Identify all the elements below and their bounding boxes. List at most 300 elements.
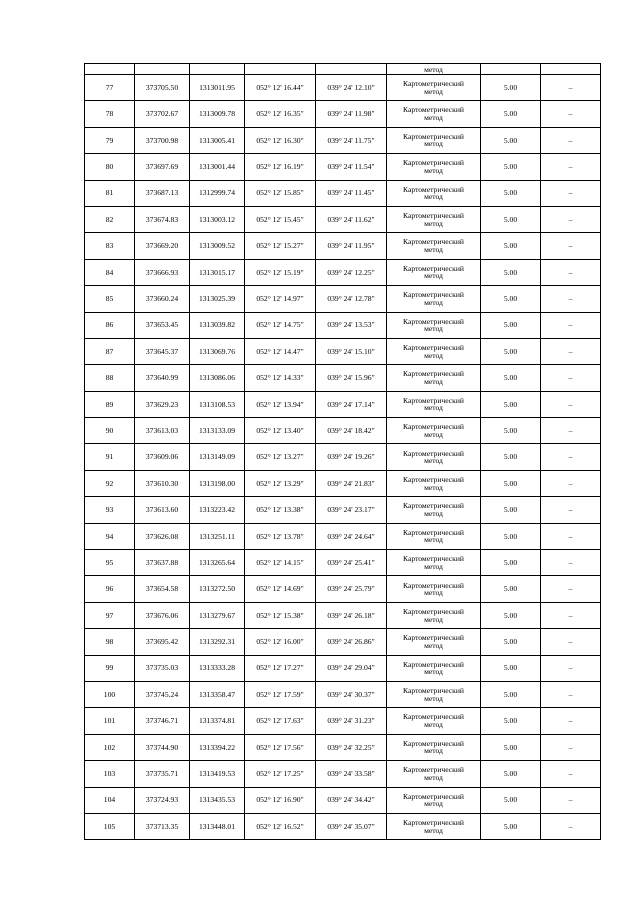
x-coordinate-cell: 373653.45 [135, 312, 190, 338]
method-cell [387, 233, 481, 259]
x-coordinate-cell: 373626.08 [135, 523, 190, 549]
accuracy-cell: 5.00 [481, 286, 541, 312]
table-row [85, 602, 601, 628]
method-cell [387, 602, 481, 628]
x-coordinate-cell: 373724.93 [135, 787, 190, 813]
table-row [85, 576, 601, 602]
method-line-2: метод [424, 825, 443, 835]
note-cell: – [541, 813, 601, 839]
longitude-cell: 039° 24' 13.53" [316, 312, 387, 338]
longitude-cell: 039° 24' 26.18" [316, 602, 387, 628]
method-line-2: метод [424, 429, 443, 439]
table-row [85, 655, 601, 681]
note-cell: – [541, 444, 601, 470]
method-cell [387, 787, 481, 813]
method-line-1: Картометрический [403, 316, 464, 326]
method-line-2: метод [424, 693, 443, 703]
latitude-cell: 052° 12' 16.52" [245, 813, 316, 839]
y-coordinate-cell: 1313011.95 [190, 75, 245, 101]
method-line-2: метод [424, 403, 443, 413]
x-coordinate-cell: 373697.69 [135, 154, 190, 180]
note-cell: – [541, 391, 601, 417]
longitude-cell: 039° 24' 32.25" [316, 734, 387, 760]
x-coordinate-cell: 373702.67 [135, 101, 190, 127]
method-line-1: Картометрический [403, 527, 464, 537]
y-coordinate-cell: 1313251.11 [190, 523, 245, 549]
method-cell [387, 681, 481, 707]
point-number-cell: 100 [85, 681, 135, 707]
method-line-2: метод [424, 588, 443, 598]
point-number-cell: 83 [85, 233, 135, 259]
latitude-cell: 052° 12' 17.59" [245, 681, 316, 707]
latitude-cell: 052° 12' 16.35" [245, 101, 316, 127]
accuracy-cell: 5.00 [481, 576, 541, 602]
point-number-cell: 86 [85, 312, 135, 338]
latitude-cell: 052° 12' 17.56" [245, 734, 316, 760]
method-cell [387, 576, 481, 602]
longitude-cell: 039° 24' 12.10" [316, 75, 387, 101]
method-cell [387, 365, 481, 391]
point-number-cell: 92 [85, 470, 135, 496]
latitude-cell: 052° 12' 17.25" [245, 761, 316, 787]
y-coordinate-cell: 1313039.82 [190, 312, 245, 338]
method-line-2: метод [424, 772, 443, 782]
table-row [85, 734, 601, 760]
table-row [85, 761, 601, 787]
y-coordinate-cell: 1313005.41 [190, 127, 245, 153]
latitude-cell: 052° 12' 15.45" [245, 206, 316, 232]
y-coordinate-cell: 1313292.31 [190, 629, 245, 655]
longitude-cell: 039° 24' 18.42" [316, 418, 387, 444]
note-cell: – [541, 655, 601, 681]
method-cell [387, 444, 481, 470]
longitude-cell: 039° 24' 11.75" [316, 127, 387, 153]
latitude-cell: 052° 12' 13.78" [245, 523, 316, 549]
note-cell: – [541, 576, 601, 602]
note-cell: – [541, 602, 601, 628]
accuracy-cell: 5.00 [481, 154, 541, 180]
accuracy-cell: 5.00 [481, 206, 541, 232]
method-line-2: метод [424, 799, 443, 809]
method-line-1: Картометрический [403, 343, 464, 352]
table-row [85, 787, 601, 813]
method-cell [387, 418, 481, 444]
method-line-1: Картометрический [403, 818, 464, 828]
latitude-cell: 052° 12' 15.38" [245, 602, 316, 628]
method-line-2: метод [424, 139, 443, 149]
table-row [85, 708, 601, 734]
x-coordinate-cell: 373746.71 [135, 708, 190, 734]
x-coordinate-cell: 373666.93 [135, 259, 190, 285]
longitude-cell: 039° 24' 34.42" [316, 787, 387, 813]
method-line-2: метод [424, 218, 443, 228]
x-coordinate-cell: 373610.30 [135, 470, 190, 496]
method-cell [387, 312, 481, 338]
latitude-cell: 052° 12' 14.97" [245, 286, 316, 312]
method-cell [387, 708, 481, 734]
x-coordinate-cell: 373674.83 [135, 206, 190, 232]
method-cell [387, 550, 481, 576]
y-coordinate-cell: 1313394.22 [190, 734, 245, 760]
note-cell: – [541, 418, 601, 444]
longitude-cell: 039° 24' 25.41" [316, 550, 387, 576]
longitude-cell: 039° 24' 21.83" [316, 470, 387, 496]
method-line-1: Картометрический [403, 395, 464, 405]
longitude-cell: 039° 24' 29.04" [316, 655, 387, 681]
accuracy-cell: 5.00 [481, 75, 541, 101]
accuracy-cell: 5.00 [481, 629, 541, 655]
accuracy-cell: 5.00 [481, 497, 541, 523]
method-line-2: метод [424, 720, 443, 730]
method-line-2: метод [424, 456, 443, 466]
method-line-1: Картометрический [403, 580, 464, 590]
y-coordinate-cell: 1313419.53 [190, 761, 245, 787]
method-line-2: метод [424, 535, 443, 545]
accuracy-cell: 5.00 [481, 550, 541, 576]
note-cell: – [541, 127, 601, 153]
longitude-cell: 039° 24' 31.23" [316, 708, 387, 734]
latitude-cell: 052° 12' 13.27" [245, 444, 316, 470]
accuracy-cell: 5.00 [481, 444, 541, 470]
table-row [85, 75, 601, 101]
method-line-1: Картометрический [403, 79, 464, 89]
x-coordinate-cell: 373695.42 [135, 629, 190, 655]
accuracy-cell: 5.00 [481, 761, 541, 787]
cont-cell [135, 64, 190, 75]
method-line-2: метод [424, 640, 443, 650]
note-cell: – [541, 708, 601, 734]
point-number-cell: 97 [85, 602, 135, 628]
method-cell [387, 470, 481, 496]
table-row [85, 813, 601, 839]
accuracy-cell: 5.00 [481, 418, 541, 444]
longitude-cell: 039° 24' 23.17" [316, 497, 387, 523]
latitude-cell: 052° 12' 14.15" [245, 550, 316, 576]
latitude-cell: 052° 12' 13.29" [245, 470, 316, 496]
x-coordinate-cell: 373700.98 [135, 127, 190, 153]
method-line-2: метод [424, 324, 443, 334]
method-line-1: Картометрический [403, 184, 464, 194]
point-number-cell: 103 [85, 761, 135, 787]
latitude-cell: 052° 12' 17.63" [245, 708, 316, 734]
longitude-cell: 039° 24' 11.98" [316, 101, 387, 127]
table-row [85, 418, 601, 444]
accuracy-cell: 5.00 [481, 259, 541, 285]
method-line-1: Картометрический [403, 448, 464, 458]
x-coordinate-cell: 373745.24 [135, 681, 190, 707]
longitude-cell: 039° 24' 19.26" [316, 444, 387, 470]
longitude-cell: 039° 24' 11.45" [316, 180, 387, 206]
method-line-1: Картометрический [403, 105, 464, 115]
accuracy-cell: 5.00 [481, 127, 541, 153]
point-number-cell: 98 [85, 629, 135, 655]
point-number-cell: 87 [85, 338, 135, 364]
cont-cell [245, 64, 316, 75]
note-cell: – [541, 75, 601, 101]
accuracy-cell: 5.00 [481, 708, 541, 734]
y-coordinate-cell: 1313435.53 [190, 787, 245, 813]
cont-cell [541, 64, 601, 75]
note-cell: – [541, 259, 601, 285]
note-cell: – [541, 154, 601, 180]
accuracy-cell: 5.00 [481, 681, 541, 707]
method-line-1: Картометрический [403, 422, 464, 432]
longitude-cell: 039° 24' 30.37" [316, 681, 387, 707]
table-row [85, 127, 601, 153]
table-row [85, 629, 601, 655]
point-number-cell: 91 [85, 444, 135, 470]
note-cell: – [541, 470, 601, 496]
method-line-1: Картометрический [403, 554, 464, 564]
longitude-cell: 039° 24' 11.54" [316, 154, 387, 180]
x-coordinate-cell: 373613.60 [135, 497, 190, 523]
longitude-cell: 039° 24' 11.62" [316, 206, 387, 232]
x-coordinate-cell: 373645.37 [135, 338, 190, 364]
longitude-cell: 039° 24' 12.25" [316, 259, 387, 285]
note-cell: – [541, 550, 601, 576]
method-line-2: метод [424, 297, 443, 307]
note-cell: – [541, 629, 601, 655]
note-cell: – [541, 101, 601, 127]
longitude-cell: 039° 24' 24.64" [316, 523, 387, 549]
x-coordinate-cell: 373705.50 [135, 75, 190, 101]
accuracy-cell: 5.00 [481, 312, 541, 338]
x-coordinate-cell: 373637.88 [135, 550, 190, 576]
note-cell: – [541, 312, 601, 338]
method-line-2: метод [424, 165, 443, 175]
method-line-2: метод [424, 667, 443, 677]
x-coordinate-cell: 373744.90 [135, 734, 190, 760]
table-row [85, 312, 601, 338]
y-coordinate-cell: 1313272.50 [190, 576, 245, 602]
latitude-cell: 052° 12' 16.30" [245, 127, 316, 153]
point-number-cell: 95 [85, 550, 135, 576]
cont-cell [316, 64, 387, 75]
y-coordinate-cell: 1313069.76 [190, 338, 245, 364]
accuracy-cell: 5.00 [481, 523, 541, 549]
point-number-cell: 77 [85, 75, 135, 101]
longitude-cell: 039° 24' 35.07" [316, 813, 387, 839]
note-cell: – [541, 206, 601, 232]
point-number-cell: 105 [85, 813, 135, 839]
y-coordinate-cell: 1313001.44 [190, 154, 245, 180]
method-line-2: метод [424, 350, 443, 360]
latitude-cell: 052° 12' 14.33" [245, 365, 316, 391]
x-coordinate-cell: 373609.06 [135, 444, 190, 470]
note-cell: – [541, 233, 601, 259]
y-coordinate-cell: 1313025.39 [190, 286, 245, 312]
point-number-cell: 96 [85, 576, 135, 602]
latitude-cell: 052° 12' 15.85" [245, 180, 316, 206]
latitude-cell: 052° 12' 13.40" [245, 418, 316, 444]
method-line-2: метод [424, 86, 443, 96]
latitude-cell: 052° 12' 16.90" [245, 787, 316, 813]
table-row [85, 550, 601, 576]
y-coordinate-cell: 1313003.12 [190, 206, 245, 232]
point-number-cell: 102 [85, 734, 135, 760]
method-line-2: метод [424, 192, 443, 202]
method-line-1: Картометрический [403, 633, 464, 643]
y-coordinate-cell: 1313333.28 [190, 655, 245, 681]
method-line-1: Картометрический [403, 131, 464, 141]
x-coordinate-cell: 373613.03 [135, 418, 190, 444]
y-coordinate-cell: 1313198.00 [190, 470, 245, 496]
longitude-cell: 039° 24' 15.96" [316, 365, 387, 391]
method-line-2: метод [424, 561, 443, 571]
x-coordinate-cell: 373713.35 [135, 813, 190, 839]
method-cell [387, 655, 481, 681]
table-row [85, 391, 601, 417]
table-row [85, 286, 601, 312]
accuracy-cell: 5.00 [481, 813, 541, 839]
y-coordinate-cell: 1313133.09 [190, 418, 245, 444]
y-coordinate-cell: 1313374.81 [190, 708, 245, 734]
latitude-cell: 052° 12' 13.38" [245, 497, 316, 523]
table-row [85, 497, 601, 523]
point-number-cell: 99 [85, 655, 135, 681]
cont-cell [85, 64, 135, 75]
method-line-2: метод [424, 376, 443, 386]
latitude-cell: 052° 12' 13.94" [245, 391, 316, 417]
method-cell [387, 497, 481, 523]
note-cell: – [541, 286, 601, 312]
method-cell [387, 338, 481, 364]
method-cell [387, 391, 481, 417]
method-cell [387, 154, 481, 180]
point-number-cell: 94 [85, 523, 135, 549]
table-row [85, 180, 601, 206]
method-cell [387, 101, 481, 127]
y-coordinate-cell: 1313358.47 [190, 681, 245, 707]
method-line-2: метод [424, 614, 443, 624]
note-cell: – [541, 681, 601, 707]
point-number-cell: 78 [85, 101, 135, 127]
coordinates-table [84, 63, 601, 840]
note-cell: – [541, 338, 601, 364]
method-line-1: Картометрический [403, 369, 464, 379]
note-cell: – [541, 787, 601, 813]
method-line-1: Картометрический [403, 158, 464, 168]
longitude-cell: 039° 24' 15.10" [316, 338, 387, 364]
note-cell: – [541, 365, 601, 391]
latitude-cell: 052° 12' 16.19" [245, 154, 316, 180]
point-number-cell: 84 [85, 259, 135, 285]
longitude-cell: 039° 24' 25.79" [316, 576, 387, 602]
table-row [85, 338, 601, 364]
cont-cell [190, 64, 245, 75]
method-line-2: метод [424, 271, 443, 281]
accuracy-cell: 5.00 [481, 391, 541, 417]
method-cell [387, 75, 481, 101]
method-cell [387, 761, 481, 787]
point-number-cell: 88 [85, 365, 135, 391]
note-cell: – [541, 523, 601, 549]
method-line-1: Картометрический [403, 211, 464, 221]
latitude-cell: 052° 12' 14.75" [245, 312, 316, 338]
method-line-1: Картометрический [403, 290, 464, 300]
method-line-1: Картометрический [403, 712, 464, 722]
method-line-2: метод [424, 245, 443, 255]
method-line-1: Картометрический [403, 738, 464, 748]
y-coordinate-cell: 1312999.74 [190, 180, 245, 206]
method-cell [387, 127, 481, 153]
point-number-cell: 101 [85, 708, 135, 734]
longitude-cell: 039° 24' 26.86" [316, 629, 387, 655]
latitude-cell: 052° 12' 16.00" [245, 629, 316, 655]
method-cell [387, 259, 481, 285]
table-row [85, 523, 601, 549]
accuracy-cell: 5.00 [481, 180, 541, 206]
note-cell: – [541, 734, 601, 760]
method-cell [387, 813, 481, 839]
y-coordinate-cell: 1313015.17 [190, 259, 245, 285]
x-coordinate-cell: 373669.20 [135, 233, 190, 259]
y-coordinate-cell: 1313086.06 [190, 365, 245, 391]
table-row [85, 233, 601, 259]
table-row [85, 365, 601, 391]
longitude-cell: 039° 24' 11.95" [316, 233, 387, 259]
point-number-cell: 80 [85, 154, 135, 180]
y-coordinate-cell: 1313448.01 [190, 813, 245, 839]
method-line-2: метод [424, 508, 443, 518]
latitude-cell: 052° 12' 14.47" [245, 338, 316, 364]
x-coordinate-cell: 373654.58 [135, 576, 190, 602]
point-number-cell: 93 [85, 497, 135, 523]
continued-header-row [85, 64, 601, 75]
method-line-1: Картометрический [403, 659, 464, 669]
method-cell [387, 734, 481, 760]
x-coordinate-cell: 373687.13 [135, 180, 190, 206]
method-cell [387, 286, 481, 312]
method-line-1: Картометрический [403, 501, 464, 511]
latitude-cell: 052° 12' 17.27" [245, 655, 316, 681]
accuracy-cell: 5.00 [481, 101, 541, 127]
x-coordinate-cell: 373676.06 [135, 602, 190, 628]
latitude-cell: 052° 12' 15.27" [245, 233, 316, 259]
method-line-1: Картометрический [403, 791, 464, 801]
table-row [85, 154, 601, 180]
longitude-cell: 039° 24' 17.14" [316, 391, 387, 417]
method-line-1: Картометрический [403, 686, 464, 696]
y-coordinate-cell: 1313009.78 [190, 101, 245, 127]
y-coordinate-cell: 1313223.42 [190, 497, 245, 523]
latitude-cell: 052° 12' 14.69" [245, 576, 316, 602]
table-row [85, 101, 601, 127]
y-coordinate-cell: 1313149.09 [190, 444, 245, 470]
note-cell: – [541, 761, 601, 787]
method-cell [387, 629, 481, 655]
x-coordinate-cell: 373735.71 [135, 761, 190, 787]
note-cell: – [541, 497, 601, 523]
x-coordinate-cell: 373660.24 [135, 286, 190, 312]
x-coordinate-cell: 373629.23 [135, 391, 190, 417]
table-row [85, 206, 601, 232]
point-number-cell: 82 [85, 206, 135, 232]
method-line-2: метод [424, 482, 443, 492]
accuracy-cell: 5.00 [481, 787, 541, 813]
method-line-1: Картометрический [403, 263, 464, 273]
method-line-2: метод [424, 746, 443, 756]
accuracy-cell: 5.00 [481, 734, 541, 760]
accuracy-cell: 5.00 [481, 365, 541, 391]
method-line-1: Картометрический [403, 606, 464, 616]
x-coordinate-cell: 373640.99 [135, 365, 190, 391]
point-number-cell: 89 [85, 391, 135, 417]
latitude-cell: 052° 12' 15.19" [245, 259, 316, 285]
method-cell [387, 523, 481, 549]
method-line-1: Картометрический [403, 474, 464, 484]
longitude-cell: 039° 24' 12.78" [316, 286, 387, 312]
